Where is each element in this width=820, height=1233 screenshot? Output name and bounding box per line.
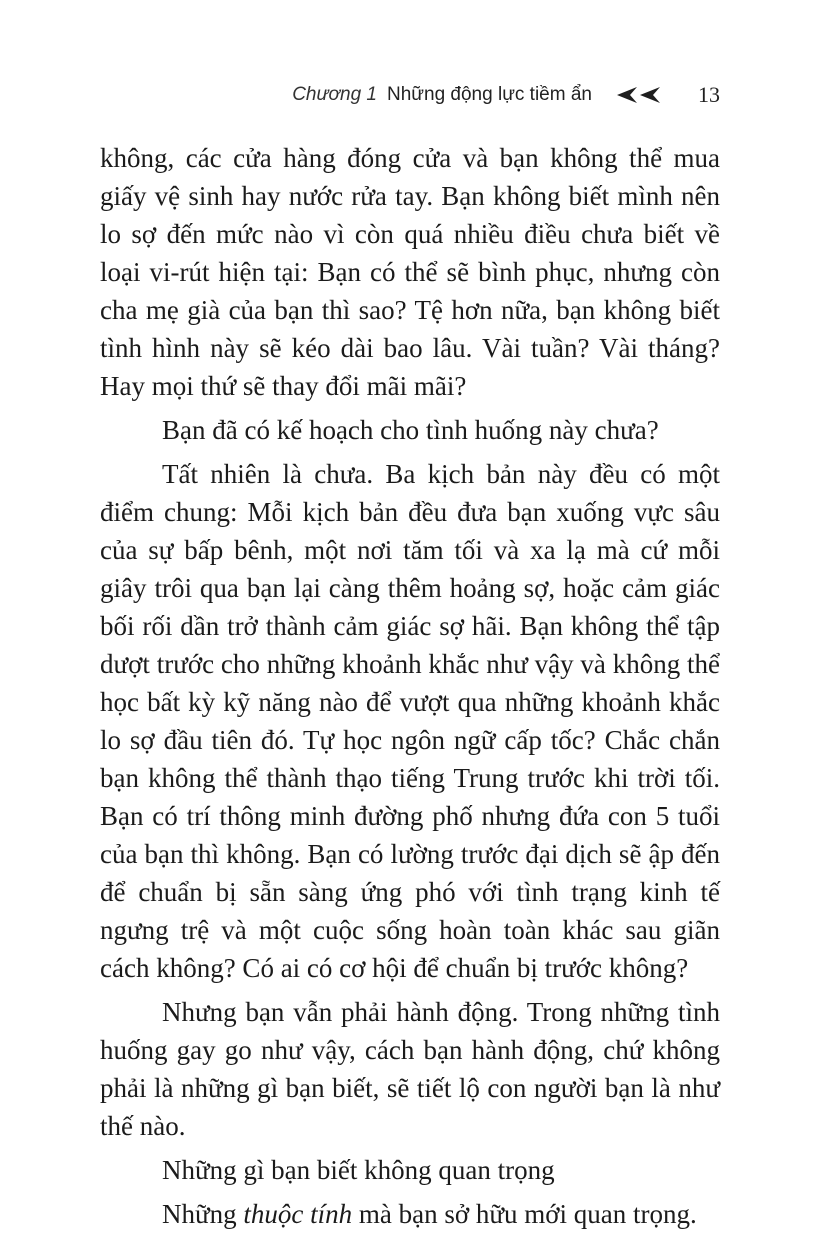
text-segment: Những	[162, 1199, 244, 1229]
text-segment: không, các cửa hàng đóng cửa và bạn không thể mua giấy vệ sinh hay nước rửa tay. Bạn không biết mình nên lo sợ đến mức nào vì còn quá nhiều điều chưa biết về loại vi-rút hiện tại: Bạn có thể sẽ bình phục, nhưng còn cha mẹ già của bạn thì sao? Tệ hơn nữa, bạn không biết tình hình này sẽ kéo dài bao lâu. Vài tuần? Vài tháng? Hay mọi thứ sẽ thay đổi mãi mãi?	[100, 143, 720, 401]
paragraph	[100, 455, 720, 987]
page-number: 13	[698, 82, 720, 107]
paragraph	[100, 1151, 720, 1189]
paragraph	[100, 139, 720, 405]
text-segment: Những gì bạn biết không quan trọng	[162, 1155, 555, 1185]
paragraph	[100, 993, 720, 1145]
chapter-title: Những động lực tiềm ẩn	[387, 84, 592, 105]
emphasized-text: thuộc tính	[243, 1199, 353, 1229]
running-header	[100, 82, 720, 108]
double-left-arrowheads-icon	[616, 86, 662, 104]
text-segment: Bạn đã có kế hoạch cho tình huống này chưa?	[162, 415, 659, 445]
body-text	[100, 139, 720, 1233]
paragraph	[100, 1195, 720, 1233]
chapter-label: Chương 1	[292, 84, 377, 105]
text-segment: Tất nhiên là chưa. Ba kịch bản này đều có một điểm chung: Mỗi kịch bản đều đưa bạn xuống vực sâu của sự bấp bênh, một nơi tăm tối và xa lạ mà cứ mỗi giây trôi qua bạn lại càng thêm hoảng sợ, hoặc cảm giác bối rối dần trở thành cảm giác sợ hãi. Bạn không thể tập dượt trước cho những khoảnh khắc như vậy và không thể học bất kỳ kỹ năng nào để vượt qua những khoảnh khắc lo sợ đầu tiên đó. Tự học ngôn ngữ cấp tốc? Chắc chắn bạn không thể thành thạo tiếng Trung trước khi trời tối. Bạn có trí thông minh đường phố nhưng đứa con 5 tuổi của bạn thì không. Bạn có lường trước đại dịch sẽ ập đến để chuẩn bị sẵn sàng ứng phó với tình trạng kinh tế ngưng trệ và một cuộc sống hoàn toàn khác sau giãn cách không? Có ai có cơ hội để chuẩn bị trước không?	[100, 459, 720, 983]
text-segment: Nhưng bạn vẫn phải hành động. Trong những tình huống gay go như vậy, cách bạn hành động, chứ không phải là những gì bạn biết, sẽ tiết lộ con người bạn là như thế nào.	[100, 997, 720, 1141]
paragraph	[100, 411, 720, 449]
text-segment: mà bạn sở hữu mới quan trọng.	[352, 1199, 697, 1229]
